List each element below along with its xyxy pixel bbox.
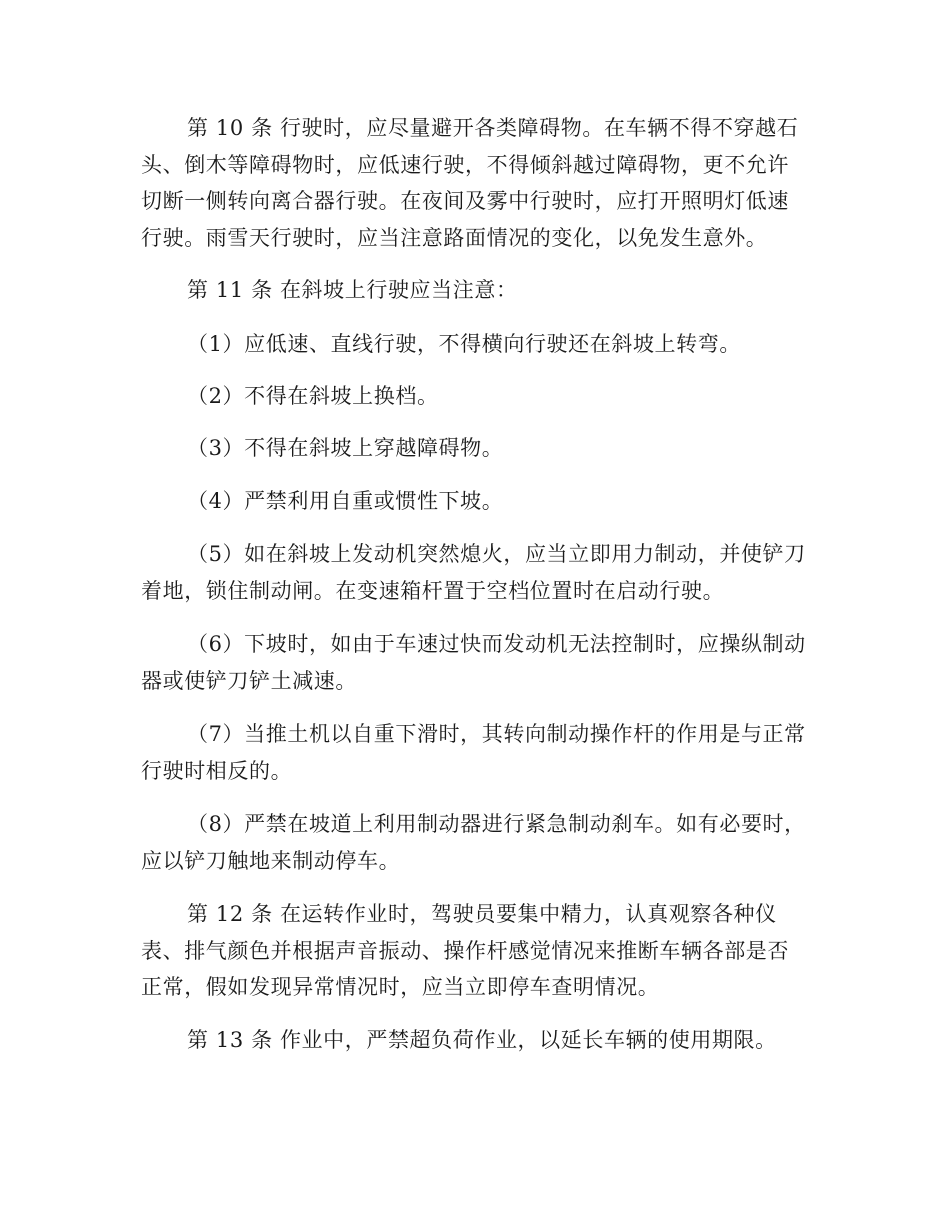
list-item-3-line-1: （3）不得在斜坡上穿越障碍物。 [187, 436, 504, 460]
list-item-6 [141, 626, 811, 699]
list-item-6-line-1: （6）下坡时，如由于车速过快而发动机无法控制时，应操纵制动 [187, 632, 806, 656]
article-10-line-1: 第 10 条 行驶时，应尽量避开各类障碍物。在车辆不得不穿越石 [187, 116, 799, 140]
article-11-paragraph [141, 272, 811, 309]
article-10-paragraph [141, 110, 811, 256]
article-12-line-2: 表、排气颜色并根据声音振动、操作杆感觉情况来推断车辆各部是否 [141, 938, 789, 963]
list-item-1-line-1: （1）应低速、直线行驶，不得横向行驶还在斜坡上转弯。 [187, 332, 741, 356]
article-12-line-3: 正常，假如发现异常情况时，应当立即停车查明情况。 [141, 975, 660, 999]
list-item-7 [141, 716, 811, 789]
article-11-line-1: 第 11 条 在斜坡上行驶应当注意： [187, 278, 518, 302]
list-item-6-line-2: 器或使铲刀铲土减速。 [141, 668, 357, 693]
article-12-line-1: 第 12 条 在运转作业时，驾驶员要集中精力，认真观察各种仪 [187, 902, 777, 926]
list-item-1 [141, 326, 811, 363]
list-item-2-line-1: （2）不得在斜坡上换档。 [187, 384, 439, 408]
article-13-paragraph [141, 1022, 811, 1059]
list-item-2 [141, 378, 811, 415]
list-item-8 [141, 806, 811, 879]
article-10-line-2: 头、倒木等障碍物时，应低速行驶，不得倾斜越过障碍物，更不允许 [141, 152, 789, 177]
list-item-4 [141, 483, 811, 520]
list-item-3 [141, 430, 811, 467]
list-item-4-line-1: （4）严禁利用自重或惯性下坡。 [187, 489, 504, 513]
article-10-line-3: 切断一侧转向离合器行驶。在夜间及雾中行驶时，应打开照明灯低速 [141, 189, 789, 213]
list-item-7-line-1: （7）当推土机以自重下滑时，其转向制动操作杆的作用是与正常 [187, 722, 806, 746]
article-10-line-4: 行驶。雨雪天行驶时，应当注意路面情况的变化，以免发生意外。 [141, 225, 768, 250]
list-item-5-line-1: （5）如在斜坡上发动机突然熄火，应当立即用力制动，并使铲刀 [187, 542, 806, 566]
article-13-line-1: 第 13 条 作业中，严禁超负荷作业，以延长车辆的使用期限。 [187, 1028, 777, 1052]
list-item-7-line-2: 行驶时相反的。 [141, 758, 293, 783]
list-item-8-line-1: （8）严禁在坡道上利用制动器进行紧急制动刹车。如有必要时， [187, 812, 806, 836]
list-item-5 [141, 536, 811, 609]
list-item-5-line-2: 着地，锁住制动闸。在变速箱杆置于空档位置时在启动行驶。 [141, 578, 725, 603]
article-12-paragraph [141, 896, 811, 1006]
list-item-8-line-2: 应以铲刀触地来制动停车。 [141, 848, 401, 873]
